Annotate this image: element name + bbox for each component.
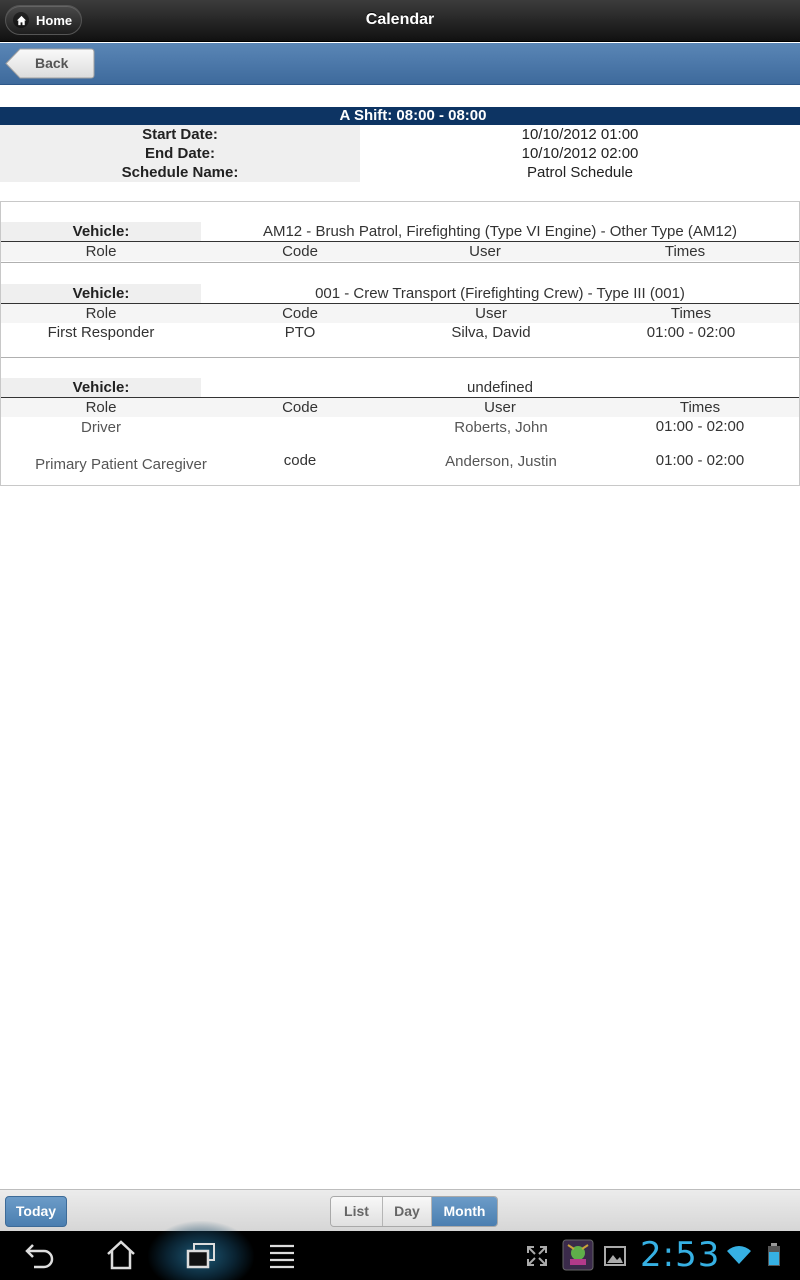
- vehicle-label: Vehicle:: [1, 284, 201, 303]
- vehicle-name: undefined: [467, 379, 533, 396]
- column-code: Code: [282, 243, 318, 260]
- column-headers: [1, 397, 799, 417]
- times-cell: 01:00 - 02:00: [655, 452, 745, 469]
- column-headers: [1, 241, 799, 261]
- recent-apps-icon[interactable]: [185, 1242, 217, 1275]
- column-times: Times: [670, 305, 712, 322]
- end-date-value: 10/10/2012 02:00: [521, 145, 639, 162]
- system-clock: 2:53: [640, 1235, 721, 1275]
- column-user: User: [469, 243, 501, 260]
- home-nav-icon[interactable]: [105, 1239, 137, 1276]
- vehicle-label: Vehicle:: [1, 222, 201, 241]
- role-cell: First Responder: [47, 324, 155, 341]
- battery-icon: [767, 1243, 781, 1272]
- divider: [1, 262, 799, 263]
- divider: [1, 357, 799, 358]
- code-cell: code: [283, 452, 317, 469]
- page-title: Calendar: [365, 11, 435, 28]
- app-notification-icon[interactable]: [562, 1239, 594, 1276]
- bottom-toolbar: [0, 1189, 800, 1231]
- shift-info: [0, 125, 800, 182]
- user-cell: Roberts, John: [454, 419, 548, 436]
- vehicle-section: [1, 378, 799, 487]
- sub-header: [0, 43, 800, 85]
- schedule-name-row: [0, 163, 800, 182]
- vehicle-assignments: [0, 201, 800, 486]
- start-date-row: [0, 125, 800, 144]
- list-view-button[interactable]: List: [331, 1197, 383, 1226]
- vehicle-header: [1, 378, 799, 397]
- schedule-name-value: Patrol Schedule: [527, 164, 633, 181]
- user-cell: Anderson, Justin: [445, 453, 557, 470]
- code-cell: PTO: [284, 324, 316, 341]
- vehicle-label: Vehicle:: [1, 378, 201, 397]
- end-date-label: End Date:: [0, 144, 360, 163]
- top-header: [0, 0, 800, 42]
- column-times: Times: [679, 399, 721, 416]
- gallery-icon[interactable]: [604, 1246, 626, 1271]
- times-cell: 01:00 - 02:00: [655, 418, 745, 435]
- vehicle-name: AM12 - Brush Patrol, Firefighting (Type VI Engine) - Other Type (AM12): [262, 223, 738, 240]
- column-code: Code: [282, 399, 318, 416]
- end-date-row: [0, 144, 800, 163]
- times-cell: 01:00 - 02:00: [646, 324, 736, 341]
- role-cell: Primary Patient Caregiver: [35, 456, 207, 473]
- home-button-label: Home: [36, 12, 73, 28]
- back-button-label: Back: [35, 55, 69, 71]
- vehicle-section: [1, 284, 799, 345]
- column-headers: [1, 303, 799, 323]
- column-user: User: [484, 399, 516, 416]
- month-view-button[interactable]: Month: [432, 1197, 497, 1226]
- role-cell: Driver: [81, 419, 121, 436]
- expand-icon[interactable]: [526, 1245, 548, 1272]
- column-role: Role: [85, 305, 117, 322]
- user-cell: Silva, David: [451, 324, 531, 341]
- vehicle-name: 001 - Crew Transport (Firefighting Crew) - Type III (001): [315, 285, 685, 302]
- table-rows: [1, 417, 799, 487]
- day-view-button[interactable]: Day: [383, 1197, 432, 1226]
- table-row: [1, 323, 799, 345]
- schedule-name-label: Schedule Name:: [0, 163, 360, 182]
- shift-title: A Shift: 08:00 - 08:00: [0, 107, 800, 125]
- column-user: User: [475, 305, 507, 322]
- column-role: Role: [85, 399, 117, 416]
- view-switcher: [330, 1196, 498, 1227]
- back-icon[interactable]: [24, 1239, 56, 1274]
- system-nav-bar: [0, 1231, 800, 1280]
- start-date-label: Start Date:: [0, 125, 360, 144]
- vehicle-header: [1, 222, 799, 241]
- today-button[interactable]: Today: [5, 1196, 67, 1227]
- wifi-icon: [726, 1245, 752, 1270]
- menu-icon[interactable]: [268, 1243, 296, 1274]
- start-date-value: 10/10/2012 01:00: [521, 126, 639, 143]
- vehicle-section: [1, 222, 799, 261]
- column-role: Role: [85, 243, 117, 260]
- vehicle-header: [1, 284, 799, 303]
- column-times: Times: [664, 243, 706, 260]
- column-code: Code: [282, 305, 318, 322]
- back-button[interactable]: [5, 48, 95, 79]
